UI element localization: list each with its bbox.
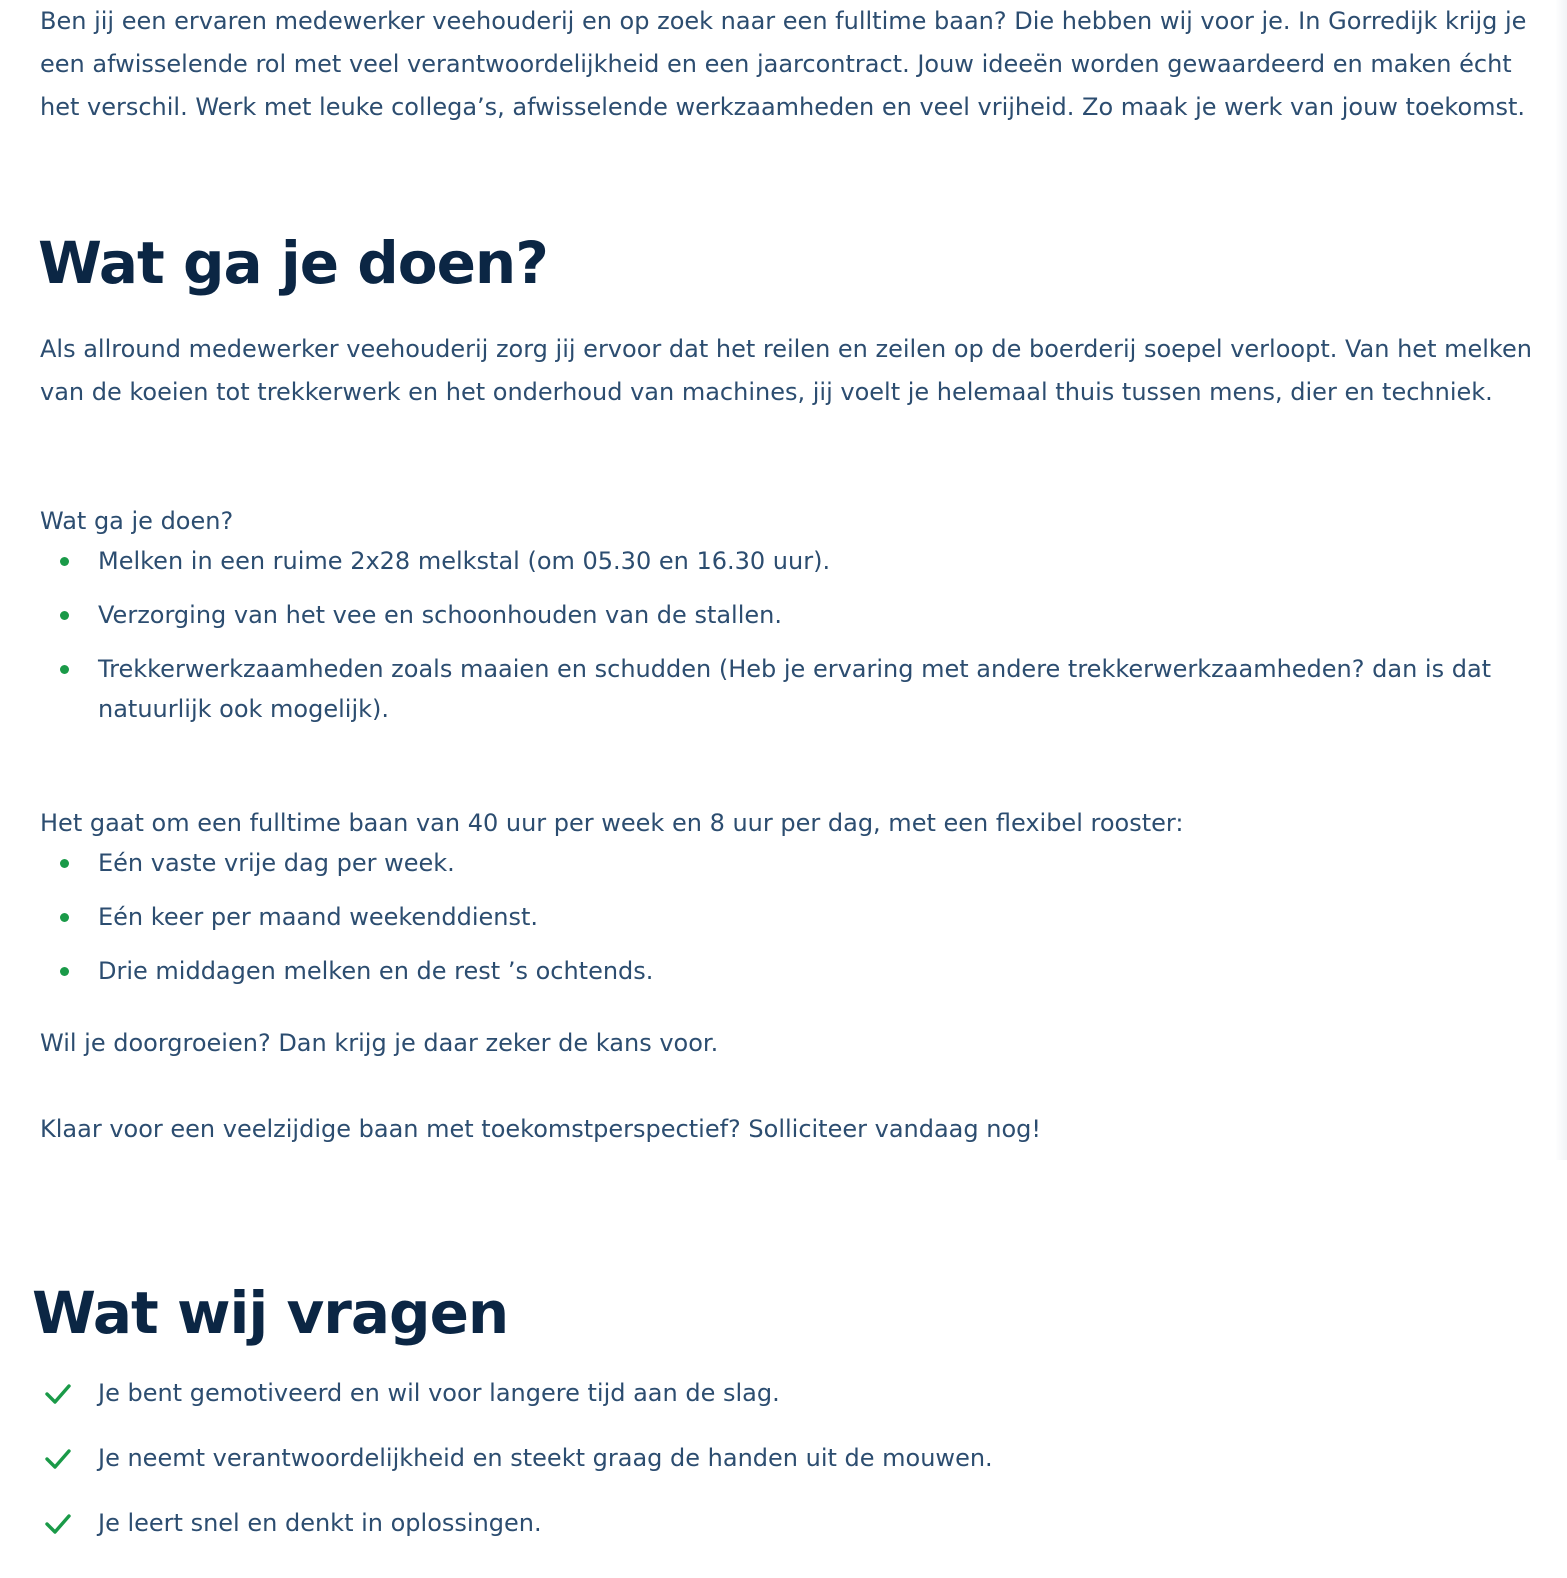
bullet-dot-icon	[60, 611, 69, 620]
list-item-text: Je neemt verantwoordelijkheid en steekt graag de handen uit de mouwen.	[98, 1444, 993, 1472]
list-item-text: Drie middagen melken en de rest ’s ochtends.	[98, 957, 654, 985]
list-item	[56, 649, 1536, 729]
list-item-text: Eén keer per maand weekenddienst.	[98, 903, 539, 931]
closing-paragraph: Klaar voor een veelzijdige baan met toekomstperspectief? Solliciteer vandaag nog!	[40, 1115, 1042, 1143]
bullet-dot-icon	[60, 665, 69, 674]
list-item	[56, 897, 1536, 937]
list-item	[40, 1500, 1520, 1565]
list-item-text: Je leert snel en denkt in oplossingen.	[98, 1509, 542, 1537]
list-item-text: Verzorging van het vee en schoonhouden van de stallen.	[98, 601, 782, 629]
bullet-dot-icon	[60, 913, 69, 922]
list-item	[56, 595, 1536, 635]
list-item	[56, 541, 1536, 581]
tasks-subheading: Wat ga je doen?	[40, 507, 234, 535]
requirements-list	[40, 1370, 1520, 1565]
intro-paragraph: Ben jij een ervaren medewerker veehouderij en op zoek naar een fulltime baan? Die hebben wij voor je. In Gorredijk krijg je een afwisselende rol met veel verantwoordelijkheid en een jaarcontract. Jouw ideeën worden gewaardeerd en maken écht het verschil. Werk met leuke collega’s, afwisselende werkzaamheden en veel vrijheid. Zo maak je werk van jouw toekomst.	[40, 7, 1527, 121]
list-item-text: Trekkerwerkzaamheden zoals maaien en schudden (Heb je ervaring met andere trekkerwerkzaamheden? dan is dat natuurlijk ook mogelijk).	[98, 655, 1492, 723]
list-item-text: Je bent gemotiveerd en wil voor langere tijd aan de slag.	[98, 1379, 780, 1407]
bullet-dot-icon	[60, 557, 69, 566]
list-item-text: Eén vaste vrije dag per week.	[98, 849, 455, 877]
tasks-list	[56, 541, 1536, 743]
section-heading-requirements: Wat wij vragen	[32, 1279, 509, 1347]
list-item	[40, 1370, 1520, 1435]
checkmark-icon	[44, 1447, 72, 1471]
schedule-list	[56, 843, 1536, 1005]
bullet-dot-icon	[60, 967, 69, 976]
checkmark-icon	[44, 1512, 72, 1536]
growth-paragraph: Wil je doorgroeien? Dan krijg je daar zeker de kans voor.	[40, 1029, 719, 1057]
list-item	[40, 1435, 1520, 1500]
bullet-dot-icon	[60, 859, 69, 868]
role-description: Als allround medewerker veehouderij zorg jij ervoor dat het reilen en zeilen op de boerderij soepel verloopt. Van het melken van de koeien tot trekkerwerk en het onderhoud van machines, jij voelt je helemaal thuis tussen mens, dier en techniek.	[40, 335, 1532, 406]
list-item-text: Melken in een ruime 2x28 melkstal (om 05.30 en 16.30 uur).	[98, 547, 831, 575]
list-item	[56, 951, 1536, 991]
scroll-edge-shadow	[1555, 0, 1567, 1160]
list-item	[56, 843, 1536, 883]
checkmark-icon	[44, 1382, 72, 1406]
section-heading-what: Wat ga je doen?	[38, 229, 548, 297]
hours-paragraph: Het gaat om een fulltime baan van 40 uur per week en 8 uur per dag, met een flexibel rooster:	[40, 809, 1184, 837]
